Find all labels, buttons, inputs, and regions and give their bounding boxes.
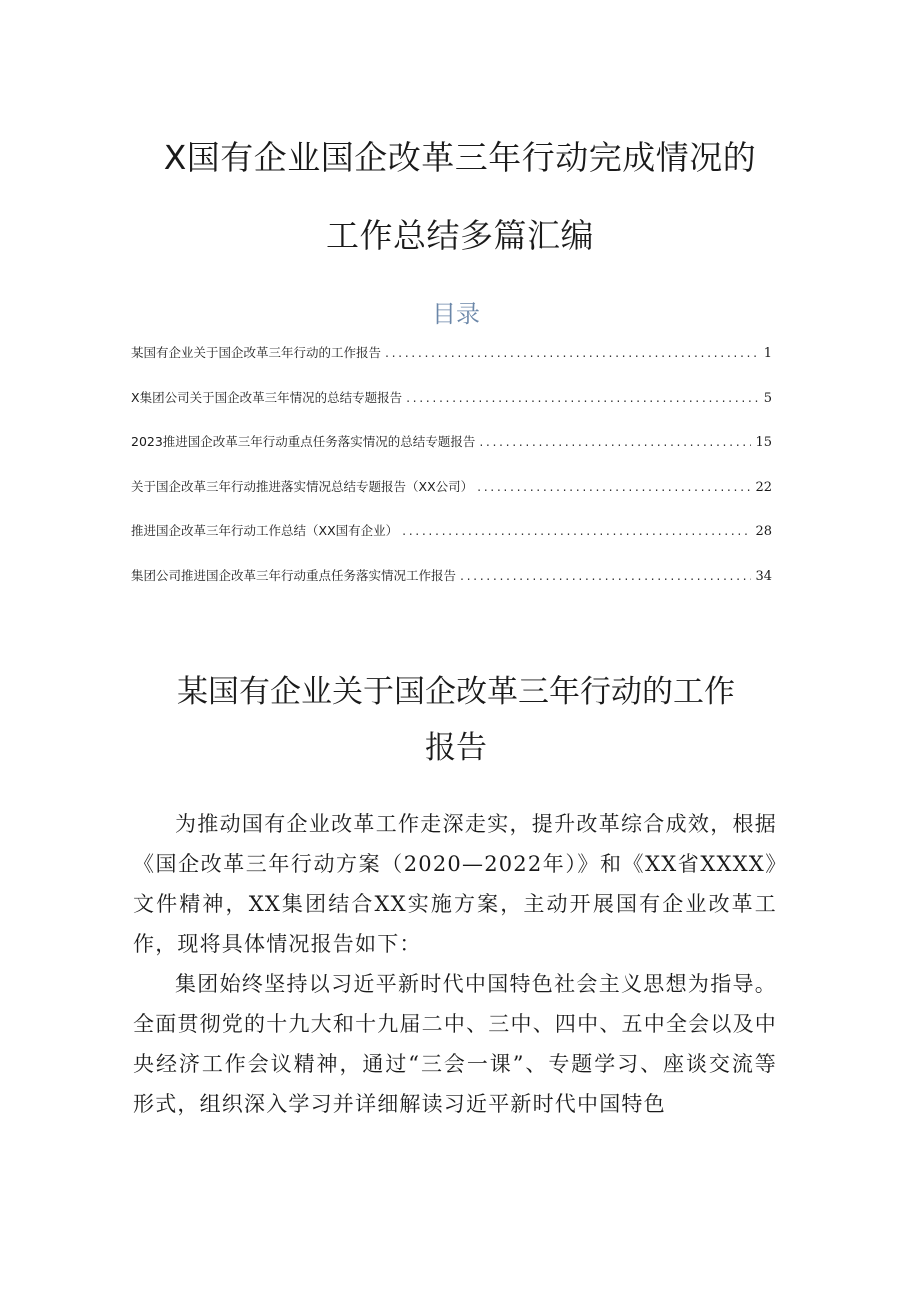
toc-page-number: 15 [755, 435, 772, 450]
toc-heading: 目录 [432, 300, 480, 328]
toc-entry-text: 某国有企业关于国企改革三年行动的工作报告 [131, 345, 382, 360]
toc-page-number: 22 [755, 479, 772, 495]
toc-entry-text: 2023推进国企改革三年行动重点任务落实情况的总结专题报告 [131, 434, 476, 449]
section-body [133, 804, 777, 1124]
toc-entry-text: 集团公司推进国企改革三年行动重点任务落实情况工作报告 [131, 567, 457, 583]
document-title-line1: X国有企业国企改革三年行动完成情况的 [163, 138, 757, 177]
toc-entry-4[interactable] [131, 477, 772, 495]
table-of-contents [131, 343, 772, 610]
toc-entry-text: X集团公司关于国企改革三年情况的总结专题报告 [131, 389, 403, 405]
toc-entry-6[interactable] [131, 566, 772, 584]
toc-page-number: 1 [763, 346, 772, 361]
toc-dot-leader [479, 434, 751, 449]
toc-dot-leader [385, 345, 760, 360]
section-title-line1: 某国有企业关于国企改革三年行动的工作 [177, 674, 735, 710]
toc-entry-2[interactable] [131, 388, 772, 406]
toc-page-number: 28 [755, 524, 772, 539]
toc-entry-3[interactable] [131, 432, 772, 450]
body-paragraph-2: 集团始终坚持以习近平新时代中国特色社会主义思想为指导。全面贯彻党的十九大和十九届二中、三中、四中、五中全会以及中央经济工作会议精神，通过“三会一课”、专题学习、座谈交流等形式，组织深入学习并详细解读习近平新时代中国特色 [133, 972, 777, 1116]
toc-dot-leader [477, 479, 751, 494]
toc-page-number: 34 [755, 568, 772, 584]
document-title-line2: 工作总结多篇汇编 [326, 216, 594, 255]
toc-entry-5[interactable] [131, 521, 772, 539]
toc-entry-text: 关于国企改革三年行动推进落实情况总结专题报告（XX公司） [131, 478, 474, 494]
section-title-line2: 报告 [425, 730, 487, 766]
toc-dot-leader [402, 523, 751, 538]
body-paragraph-1: 为推动国有企业改革工作走深走实，提升改革综合成效，根据《国企改革三年行动方案（2020—2022年）》和《XX省XXXX》文件精神，XX集团结合XX实施方案，主动开展国有企业改革工作，现将具体情况报告如下： [133, 812, 777, 956]
toc-dot-leader [460, 568, 751, 583]
toc-page-number: 5 [763, 390, 772, 406]
toc-entry-1[interactable] [131, 343, 772, 361]
toc-dot-leader [406, 390, 760, 405]
toc-entry-text: 推进国企改革三年行动工作总结（XX国有企业） [131, 523, 399, 538]
